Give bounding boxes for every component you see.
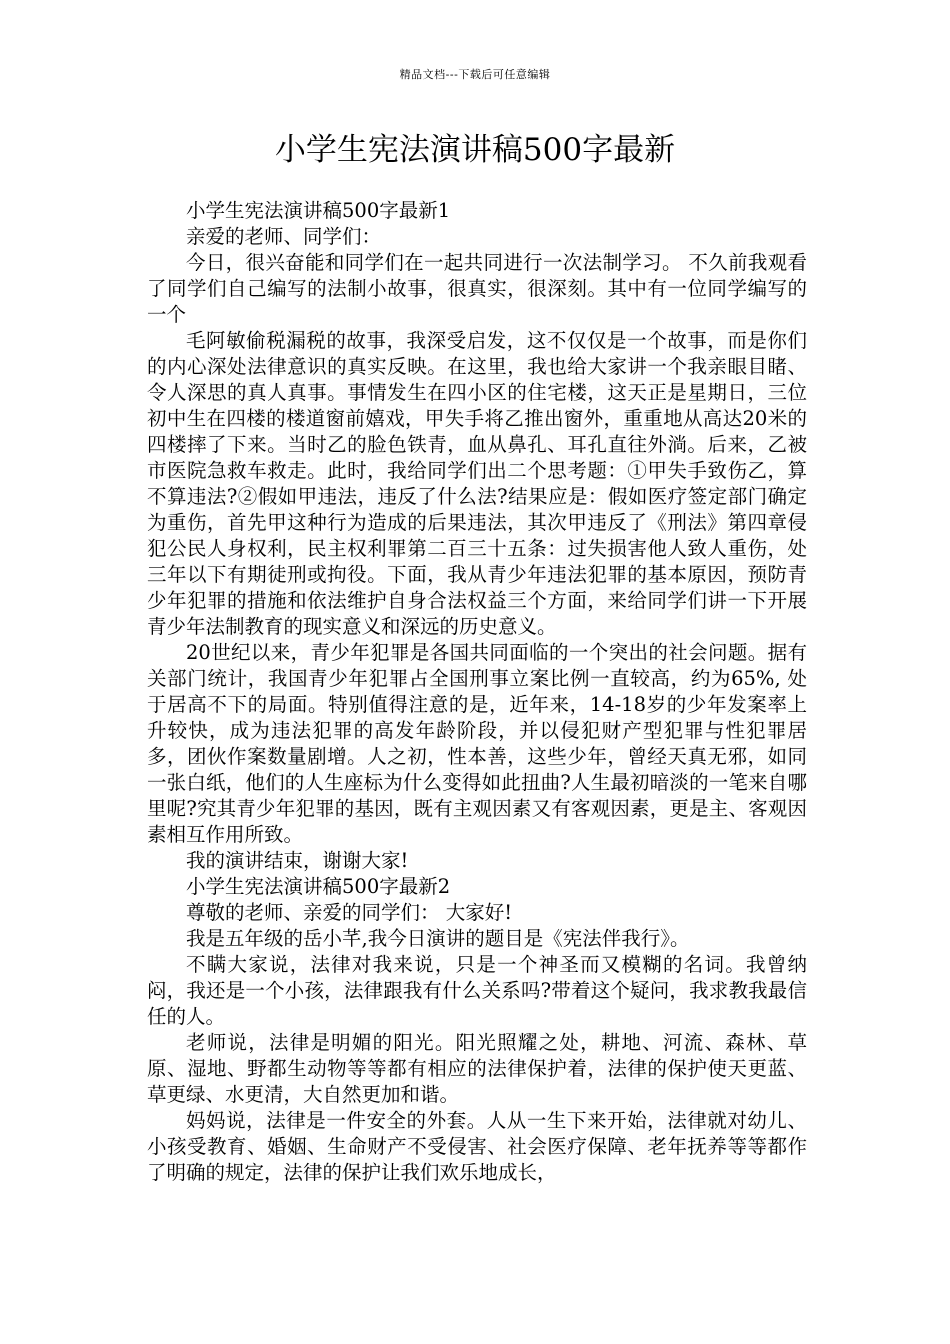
paragraph: 我的演讲结束，谢谢大家! xyxy=(186,849,409,872)
paragraph: 毛阿敏偷税漏税的故事，我深受启发，这不仅仅是一个故事，而是你们的内心深处法律意识的真实反映。在这里，我也给大家讲一个我亲眼目睹、令人深思的真人真事。事情发生在四小区的住宅楼，这天正是星期日，三位初中生在四楼的楼道窗前嬉戏，甲失手将乙推出窗外，重重地从高达20米的四楼摔了下来。当时乙的脸色铁青，血从鼻孔、耳孔直往外淌。后来，乙被市医院急救车救走。此时，我给同学们出二个思考题：①甲失手致伤乙，算不算违法?②假如甲违法，违反了什么法?结果应是：假如医疗签定部门确定为重伤，首先甲这种行为造成的后果违法，其次甲违反了《刑法》第四章侵犯公民人身权利，民主权利罪第二百三十五条：过失损害他人致人重伤，处三年以下有期徒刑或拘役。下面，我从青少年违法犯罪的基本原因，预防青少年犯罪的措施和依法维护自身合法权益三个方面，来给同学们讲一下开展青少年法制教育的现实意义和深远的历史意义。 xyxy=(147,329,807,638)
document-title: 小学生宪法演讲稿500字最新 xyxy=(274,132,676,168)
paragraph: 妈妈说，法律是一件安全的外套。人从一生下来开始，法律就对幼儿、小孩受教育、婚姻、生命财产不受侵害、社会医疗保障、老年抚养等等都作了明确的规定，法律的保护让我们欢乐地成长， xyxy=(147,1109,807,1184)
paragraph: 20世纪以来，青少年犯罪是各国共同面临的一个突出的社会问题。据有关部门统计，我国青少年犯罪占全国刑事立案比例一直较高，约为65%, 处于居高不下的局面。特别值得注意的是，近年来，14-18岁的少年发案率上升较快，成为违法犯罪的高发年龄阶段，并以侵犯财产型犯罪与性犯罪居多，团伙作案数量剧增。人之初，性本善，这些少年，曾经天真无邪，如同一张白纸，他们的人生座标为什么变得如此扭曲?人生最初暗淡的一笔来自哪里呢?究其青少年犯罪的基因，既有主观因素又有客观因素，更是主、客观因素相互作用所致。 xyxy=(147,641,807,846)
paragraph: 小学生宪法演讲稿500字最新2 xyxy=(186,875,451,898)
header-note: 精品文档---下载后可任意编辑 xyxy=(399,68,551,81)
paragraph: 亲爱的老师、同学们： xyxy=(186,225,382,248)
document-body xyxy=(147,198,807,1186)
paragraph: 不瞒大家说，法律对我来说，只是一个神圣而又模糊的名词。我曾纳闷，我还是一个小孩，法律跟我有什么关系吗?带着这个疑问，我求教我最信任的人。 xyxy=(147,953,807,1028)
paragraph: 今日，很兴奋能和同学们在一起共同进行一次法制学习。 不久前我观看了同学们自己编写的法制小故事，很真实，很深刻。其中有一位同学编写的一个 xyxy=(147,251,807,326)
paragraph: 小学生宪法演讲稿500字最新1 xyxy=(186,199,451,222)
paragraph: 我是五年级的岳小芊,我今日演讲的题目是《宪法伴我行》。 xyxy=(186,927,690,950)
paragraph: 老师说，法律是明媚的阳光。阳光照耀之处，耕地、河流、森林、草原、湿地、野都生动物等等都有相应的法律保护着，法律的保护使天更蓝、草更绿、水更清，大自然更加和谐。 xyxy=(147,1031,807,1106)
paragraph: 尊敬的老师、亲爱的同学们： 大家好! xyxy=(186,901,513,924)
